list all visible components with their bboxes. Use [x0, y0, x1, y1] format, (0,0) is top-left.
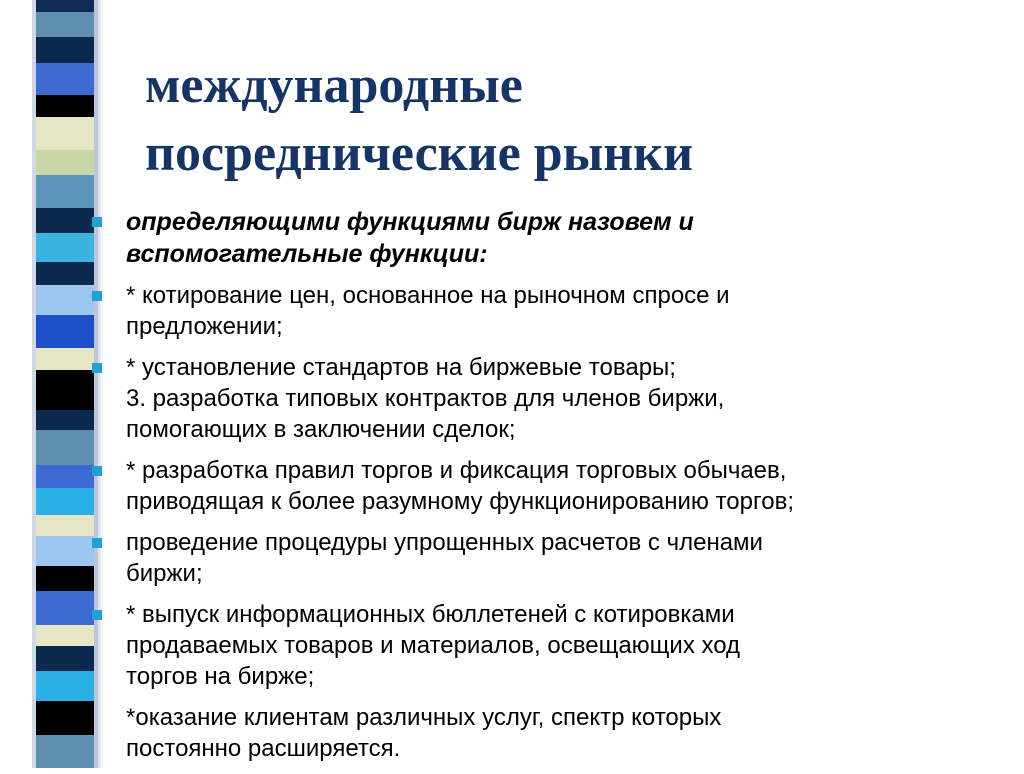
stripe-block: [36, 0, 94, 12]
list-item: [90, 455, 970, 517]
stripe-block: [36, 430, 94, 465]
stripe-block: [36, 488, 94, 515]
list-item-line: *оказание клиентам различных услуг, спектр которых: [126, 704, 722, 731]
square-bullet-icon: [92, 466, 102, 476]
stripe-block: [36, 150, 94, 175]
list-item-line: проведение процедуры упрощенных расчетов с членами: [126, 529, 763, 556]
slide-title-line-2: посреднические рынки: [145, 125, 694, 182]
stripe-block: [36, 701, 94, 734]
stripe-block: [36, 208, 94, 233]
list-item-line: предложении;: [126, 313, 283, 340]
stripe-block: [36, 175, 94, 208]
list-item-line: * котирование цен, основанное на рыночном спросе и: [126, 282, 730, 309]
stripe-block: [36, 646, 94, 671]
stripe-block: [36, 285, 94, 315]
stripe-bar: [36, 0, 94, 768]
stripe-block: [36, 370, 94, 410]
list-item-line: постоянно расширяется.: [126, 735, 401, 762]
slide-title: [145, 52, 995, 188]
list-item-line: помогающих в заключении сделок;: [126, 416, 516, 443]
stripe-block: [36, 536, 94, 566]
stripe-block: [36, 515, 94, 537]
square-bullet-icon: [92, 291, 102, 301]
list-item-line: * установление стандартов на биржевые товары;: [126, 354, 676, 381]
slide-title-line-1: международные: [145, 57, 523, 114]
list-item-line: * разработка правил торгов и фиксация торговых обычаев,: [126, 457, 787, 484]
stripe-block: [36, 95, 94, 117]
list-item: [90, 527, 970, 589]
stripe-block: [36, 315, 94, 348]
stripe-block: [36, 625, 94, 647]
list-item-line: приводящая к более разумному функционированию торгов;: [126, 488, 794, 515]
stripe-block: [36, 671, 94, 701]
stripe-block: [36, 410, 94, 430]
list-item: [90, 206, 970, 270]
list-item: [90, 702, 970, 764]
stripe-block: [36, 12, 94, 37]
stripe-block: [36, 591, 94, 624]
list-item: [90, 280, 970, 342]
square-bullet-icon: [92, 610, 102, 620]
list-item-line: торгов на бирже;: [126, 663, 315, 690]
stripe-block: [36, 566, 94, 591]
bullet-list: [90, 206, 970, 774]
stripe-block: [36, 37, 94, 64]
list-item-line: определяющими функциями бирж назовем и: [126, 208, 694, 236]
list-item-line: * выпуск информационных бюллетеней с котировками: [126, 601, 735, 628]
list-item-line: вспомогательные функции:: [126, 240, 488, 268]
square-bullet-icon: [92, 217, 102, 227]
stripe-block: [36, 262, 94, 285]
square-bullet-icon: [92, 363, 102, 373]
list-item-line: 3. разработка типовых контрактов для членов биржи,: [126, 385, 725, 412]
stripe-block: [36, 63, 94, 95]
list-item-line: биржи;: [126, 560, 203, 587]
stripe-block: [36, 117, 94, 150]
square-bullet-icon: [92, 538, 102, 548]
stripe-block: [36, 348, 94, 370]
list-item: [90, 599, 970, 692]
list-item-line: продаваемых товаров и материалов, освещающих ход: [126, 632, 741, 659]
stripe-block: [36, 465, 94, 488]
stripe-block: [36, 735, 94, 768]
list-item: [90, 352, 970, 445]
stripe-block: [36, 233, 94, 261]
